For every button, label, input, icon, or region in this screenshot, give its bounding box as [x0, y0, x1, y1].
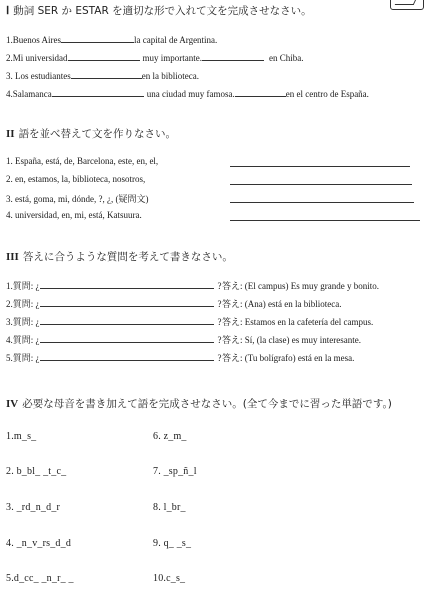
s4-item-2: 2. b_bl_ _t_c_ [6, 466, 67, 477]
section3-instruction: 答えに合うような質問を考えて書きなさい。 [22, 251, 233, 263]
section2-heading [6, 126, 176, 141]
s3-answer-5: 答え: (Tu bolígrafo) está en la mesa. [222, 353, 355, 363]
s3-question-3 [6, 315, 222, 328]
s3-question-5-mark: ? [217, 353, 222, 363]
s1-item-3-part-b: en la biblioteca. [141, 71, 199, 81]
s1-item-2-part-c: en Chiba. [269, 53, 304, 63]
s3-question-2 [6, 297, 222, 310]
s3-question-5-label: 5.質問: ¿ [6, 353, 40, 363]
s2-item-4: 4. universidad, en, mi, está, Katsuura. [6, 210, 142, 220]
s1-item-3-part-a: 3. Los estudiantes [6, 71, 71, 81]
s3-question-3-label: 3.質問: ¿ [6, 317, 40, 327]
s1-item-2-part-b: muy importante. [142, 53, 202, 63]
s3-question-5-blank [40, 351, 214, 361]
section1-number: Ⅰ [6, 5, 10, 17]
section2-number: II [6, 128, 15, 140]
section1-heading [6, 3, 312, 18]
s1-item-1-blank [61, 33, 134, 43]
s3-question-1-mark: ? [217, 281, 222, 291]
edit-box-icon [390, 0, 424, 10]
s3-question-2-blank [40, 297, 214, 307]
s3-question-1-label: 1.質問: ¿ [6, 281, 40, 291]
s3-question-2-label: 2.質問: ¿ [6, 299, 40, 309]
s3-question-3-blank [40, 315, 214, 325]
s2-answer-line-2 [230, 184, 412, 185]
section3-heading [6, 249, 233, 264]
section4-heading [6, 396, 392, 411]
s4-item-6: 6. z_m_ [153, 431, 187, 442]
section3-number: III [6, 251, 19, 263]
s1-item-2-blank-1 [68, 51, 140, 61]
s3-answer-2: 答え: (Ana) está en la biblioteca. [222, 299, 342, 309]
section4-instruction: 必要な母音を書き加えて語を完成させなさい。(全て今までに習った単語です。) [22, 398, 392, 410]
s4-item-1: 1.m_s_ [6, 431, 37, 442]
s1-item-3-blank [71, 69, 142, 79]
s1-item-4 [6, 87, 369, 99]
s2-answer-line-1 [230, 166, 410, 167]
section2-instruction: 語を並べ替えて文を作りなさい。 [18, 128, 177, 140]
s4-item-9: 9. q_ _s_ [153, 538, 192, 549]
s1-item-1-part-b: la capital de Argentina. [134, 35, 218, 45]
s2-answer-line-4 [230, 220, 420, 221]
s1-item-2-blank-2 [202, 51, 264, 61]
s4-item-3: 3. _rd_n_d_r [6, 502, 61, 513]
s3-question-4-mark: ? [217, 335, 222, 345]
s3-question-4 [6, 333, 222, 346]
s1-item-4-part-a: 4.Salamanca [6, 89, 52, 99]
s4-item-5: 5.d_cc_ _n_r_ _ [6, 573, 74, 584]
s2-item-3: 3. está, goma, mi, dónde, ?, ¿, (疑問文) [6, 194, 149, 204]
s1-item-4-part-c: en el centro de España. [285, 89, 369, 99]
s1-item-4-blank-2 [235, 87, 286, 97]
s3-answer-1: 答え: (El campus) Es muy grande y bonito. [222, 281, 379, 291]
section1-instruction: 動詞 SER か ESTAR を適切な形で入れて文を完成させなさい。 [13, 5, 312, 17]
s4-item-10: 10.c_s_ [153, 573, 186, 584]
s3-question-4-label: 4.質問: ¿ [6, 335, 40, 345]
s3-question-5 [6, 351, 222, 364]
s4-item-4: 4. _n_v_rs_d_d [6, 538, 72, 549]
s2-item-1: 1. España, está, de, Barcelona, este, en, el, [6, 156, 159, 166]
s1-item-4-part-b: una ciudad muy famosa. [146, 89, 235, 99]
s4-item-7: 7. _sp_ñ_l [153, 466, 197, 477]
s1-item-1 [6, 33, 217, 45]
s1-item-2 [6, 51, 304, 63]
section4-number: IV [6, 398, 19, 410]
s2-answer-line-3 [230, 202, 414, 203]
s2-item-2: 2. en, estamos, la, biblioteca, nosotros, [6, 174, 146, 184]
s3-question-1-blank [40, 279, 214, 289]
s1-item-3 [6, 69, 199, 81]
s3-question-3-mark: ? [217, 317, 222, 327]
s3-question-1 [6, 279, 222, 292]
s1-item-4-blank-1 [52, 87, 144, 97]
s1-item-2-part-a: 2.Mi universidad [6, 53, 68, 63]
s4-item-8: 8. l_br_ [153, 502, 186, 513]
s3-question-2-mark: ? [217, 299, 222, 309]
s3-answer-3: 答え: Estamos en la cafetería del campus. [222, 317, 374, 327]
s1-item-1-part-a: 1.Buenos Aires [6, 35, 61, 45]
s3-question-4-blank [40, 333, 214, 343]
s3-answer-4: 答え: Sí, (la clase) es muy interesante. [222, 335, 361, 345]
